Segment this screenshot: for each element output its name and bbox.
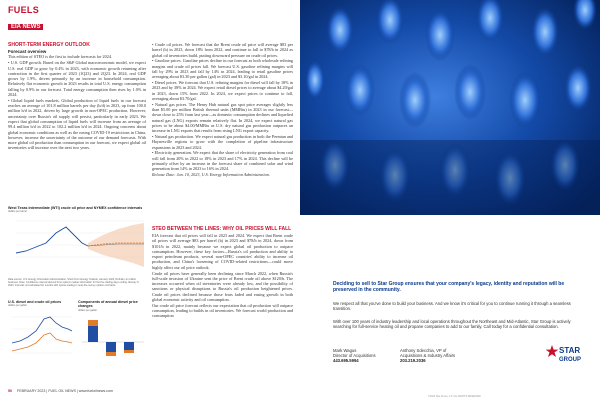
- article-column-left: [8, 42, 146, 151]
- section-subtitle: EIA NEWS: [8, 24, 43, 30]
- paragraph: • Crude oil prices. We forecast that the Brent crude oil price will average $83 per barrel (b) in 2023, down 18% from 2022, and continue to fall to $78/b in 2024 as global oil inventories build, putting downward pressure on crude oil prices.: [152, 42, 293, 58]
- ad-body: [300, 215, 600, 403]
- paragraph: • U.S. GDP growth. Based on the S&P Global macroeconomic model, we expect U.S. real GDP to grow by 0.4% in 2023, with economic growth returning after contraction in the first quarter of 2023 (1Q23) and 2Q23. In 2024, real GDP grows by 1.9%, driven primarily by an increase in household consumption. Relatively flat economic growth in 2023 results in total U.S. energy consumption falling by 0.9% in our forecast. Total energy consumption then rises by 1.0% in 2024.: [8, 60, 146, 97]
- bar: [106, 342, 116, 352]
- chart-title: West Texas Intermediate (WTI) crude oil price and NYMEX confidence intervals: [8, 206, 143, 210]
- page-number: 50: [8, 389, 12, 393]
- bar: [88, 320, 98, 326]
- chart-title: Components of annual diesel price changes: [78, 300, 138, 309]
- diesel-crude-chart: [8, 300, 74, 370]
- section-title: FUELS: [8, 5, 40, 15]
- logo-text: STAR: [559, 346, 581, 355]
- diesel-chart-plot: [8, 307, 74, 361]
- paragraph: This edition of STEO is the first to include forecasts for 2024.: [8, 54, 112, 60]
- chart-unit: dollars per barrel: [8, 210, 27, 214]
- wti-chart-plot: [8, 213, 146, 273]
- chart-title: U.S. diesel and crude oil prices: [8, 300, 62, 304]
- star-group-logo: [546, 343, 586, 365]
- paragraph: EIA forecast that oil prices will fall in 2023 and 2024. We expect that Brent crude oil prices will average $83 per barrel (b) in 2023 and $78/b in 2024, down from $101/b in 2022, mainly because we expect global oil production to outpace consumption. However, these key factors—Russia's oil production and ability to export petroleum products, several non-OPEC countries' ability to increase oil production, and China's loosening of COVID-related restrictions—could move highly affect our oil price outlook.: [152, 233, 293, 270]
- advertisement-page: [300, 0, 600, 403]
- paragraph: • Global liquid fuels markets. Global production of liquid fuels in our forecast reaches an average of 101.8 million barrels per day (b/d) in 2023, up from 100.0 million b/d in 2022, driven by large growth in non-OPEC production. However, uncertainty over Russia's oil supply will persist, particularly in early 2023. We expect that global consumption of liquid fuels will increase from an average of 99.4 million b/d in 2022 to 102.2 million b/d in 2024. Ongoing concerns about global economic conditions as well as the easing COVID-19 restrictions in China, however, increase the uncertainty of the outcome of our demand forecasts. With more global oil production than consumption in our forecast, we expect global oil inventories will increase over the next two years.: [8, 97, 146, 151]
- bar: [124, 342, 134, 350]
- footer-text: FEBRUARY 2023 | FUEL OIL NEWS | www.fueloilnews.com: [17, 389, 113, 393]
- section-header: [8, 5, 43, 33]
- paragraph: • Natural gas production. We expect natural gas production in both the Permian and Haynesville regions to grow with the completion of pipeline infrastructure expansions in 2023 and 2024.: [152, 134, 293, 150]
- chart-unit: dollars per gallon: [78, 308, 98, 312]
- wti-price-chart: [8, 206, 146, 296]
- diesel-components-chart: [78, 300, 146, 370]
- contact-title: Acquisitions & Industry Affairs: [400, 353, 456, 359]
- chart-unit: dollars per gallon: [8, 304, 28, 308]
- brent-line: [12, 333, 72, 351]
- article-subheading: Forecast overview: [8, 49, 47, 54]
- paragraph: Our crude oil price forecast reflects our expectation that oil production will outpace consumption, leading to builds in oil inventories. We forecast world production and consumption: [152, 302, 293, 319]
- release-note: Release Date: Jan. 10, 2023, U.S. Energy Information Administration.: [152, 172, 270, 178]
- article-heading: SHORT-TERM ENERGY OUTLOOK: [8, 42, 90, 48]
- paragraph: • Natural gas prices. The Henry Hub natural gas spot price averages slightly less than $5.00 per million British thermal units (MMBtu) in 2023 in our forecast—down close to 25% from last year—as domestic consumption declines and liquefied natural gas (LNG) exports remain relatively flat. In 2024, we expect natural gas prices to be about $4.00/MMBtu as U.S. dry natural gas production outpaces an increase in LNG exports that results from rising LNG export capacity.: [152, 101, 293, 134]
- copyright: ©2023 Star Group, L.P. ALL RIGHTS RESERVED: [428, 395, 481, 398]
- ad-photo: [300, 0, 600, 215]
- paragraph: • Electricity generation. We expect that the share of electricity generation from coal will fall from 20% in 2022 to 18% in 2023 and 17% in 2024. This decline will be primarily offset by an increase in the forecast share of combined solar and wind generation from 14% in 2023 to 16% in 2024.: [152, 150, 293, 172]
- contact-card: [400, 348, 455, 364]
- article2-heading: STEO BETWEEN THE LINES: WHY OIL PRICES WILL FALL: [152, 226, 292, 232]
- bar: [106, 352, 116, 356]
- contact-phone[interactable]: 203.219.2036: [400, 358, 426, 364]
- propane-flame-image: [300, 0, 600, 215]
- ad-subhead: Deciding to sell to Star Group ensures that your company's legacy, identity and reputation will be preserved in the community.: [333, 281, 565, 294]
- star-icon: [546, 343, 586, 365]
- paragraph: Crude oil prices have generally been declining since March 2022, when Russia's full-scale invasion of Ukraine sent the price of Brent crude oil above $120/b. The increases occurred when oil inventories were already low, and the possibility of sanctions or physical disruptions to Russia's oil production heightened prices. Crude oil prices declined because those fears faded and easing growth in both global economic activity and oil consumption.: [152, 270, 293, 303]
- contact-card: [333, 348, 376, 364]
- contact-name: Mark Wagus: [333, 348, 357, 353]
- paragraph: • Diesel prices. We forecast that U.S. refining margins for diesel will fall by 18% in 2023 and by 38% in 2024. We expect retail diesel prices to average about $4.20/gal in 2023, down 15% from 2022. In 2024, we expect prices to continue to fall, averaging about $3.70/gal.: [152, 80, 293, 101]
- bar: [124, 350, 134, 353]
- retail-diesel-line: [12, 317, 72, 343]
- article-column-right: [152, 42, 293, 178]
- paragraph: • Gasoline prices. Gasoline prices decline in our forecast as both wholesale refining margins and crude oil prices fall. We forecast U.S. gasoline refining margins will fall by 29% in 2023 and fall by 14% in 2024, leading to retail gasoline prices averaging about $3.30 per gallon (gal) in 2023 and $3.10/gal in 2024.: [152, 58, 293, 80]
- page-footer: [8, 389, 113, 393]
- components-chart-plot: [78, 312, 146, 366]
- article2: [152, 226, 293, 319]
- bar: [88, 326, 98, 342]
- chart-note: Data source: U.S. Energy Information Administration, Short-Term Energy Outlook, January 2023, Refinitiv, an LSEG business. Note: Confidence interval derived from options market information for the five trading days ending January 5, 2023. Intervals not calculated for months with sparse trading in near-the-money options contracts.: [8, 278, 140, 288]
- ad-paragraph: We respect all that you've done to build your business. And we know it's critical for you to continue running it through a seamless transition.: [333, 301, 571, 312]
- ad-paragraph: With over 100 years of industry leadership and local operations throughout the Northeast and Mid-Atlantic, Star Group is actively searching for full-service heating oil and propane companies to add to our family. Call today for a confidential consultation.: [333, 319, 571, 330]
- contact-title: Director of Acquisitions: [333, 353, 376, 359]
- logo-text: GROUP: [559, 357, 582, 363]
- contact-phone[interactable]: 443.695.5994: [333, 358, 359, 364]
- contact-name: Anthony Sdecchia, VP of: [400, 348, 447, 353]
